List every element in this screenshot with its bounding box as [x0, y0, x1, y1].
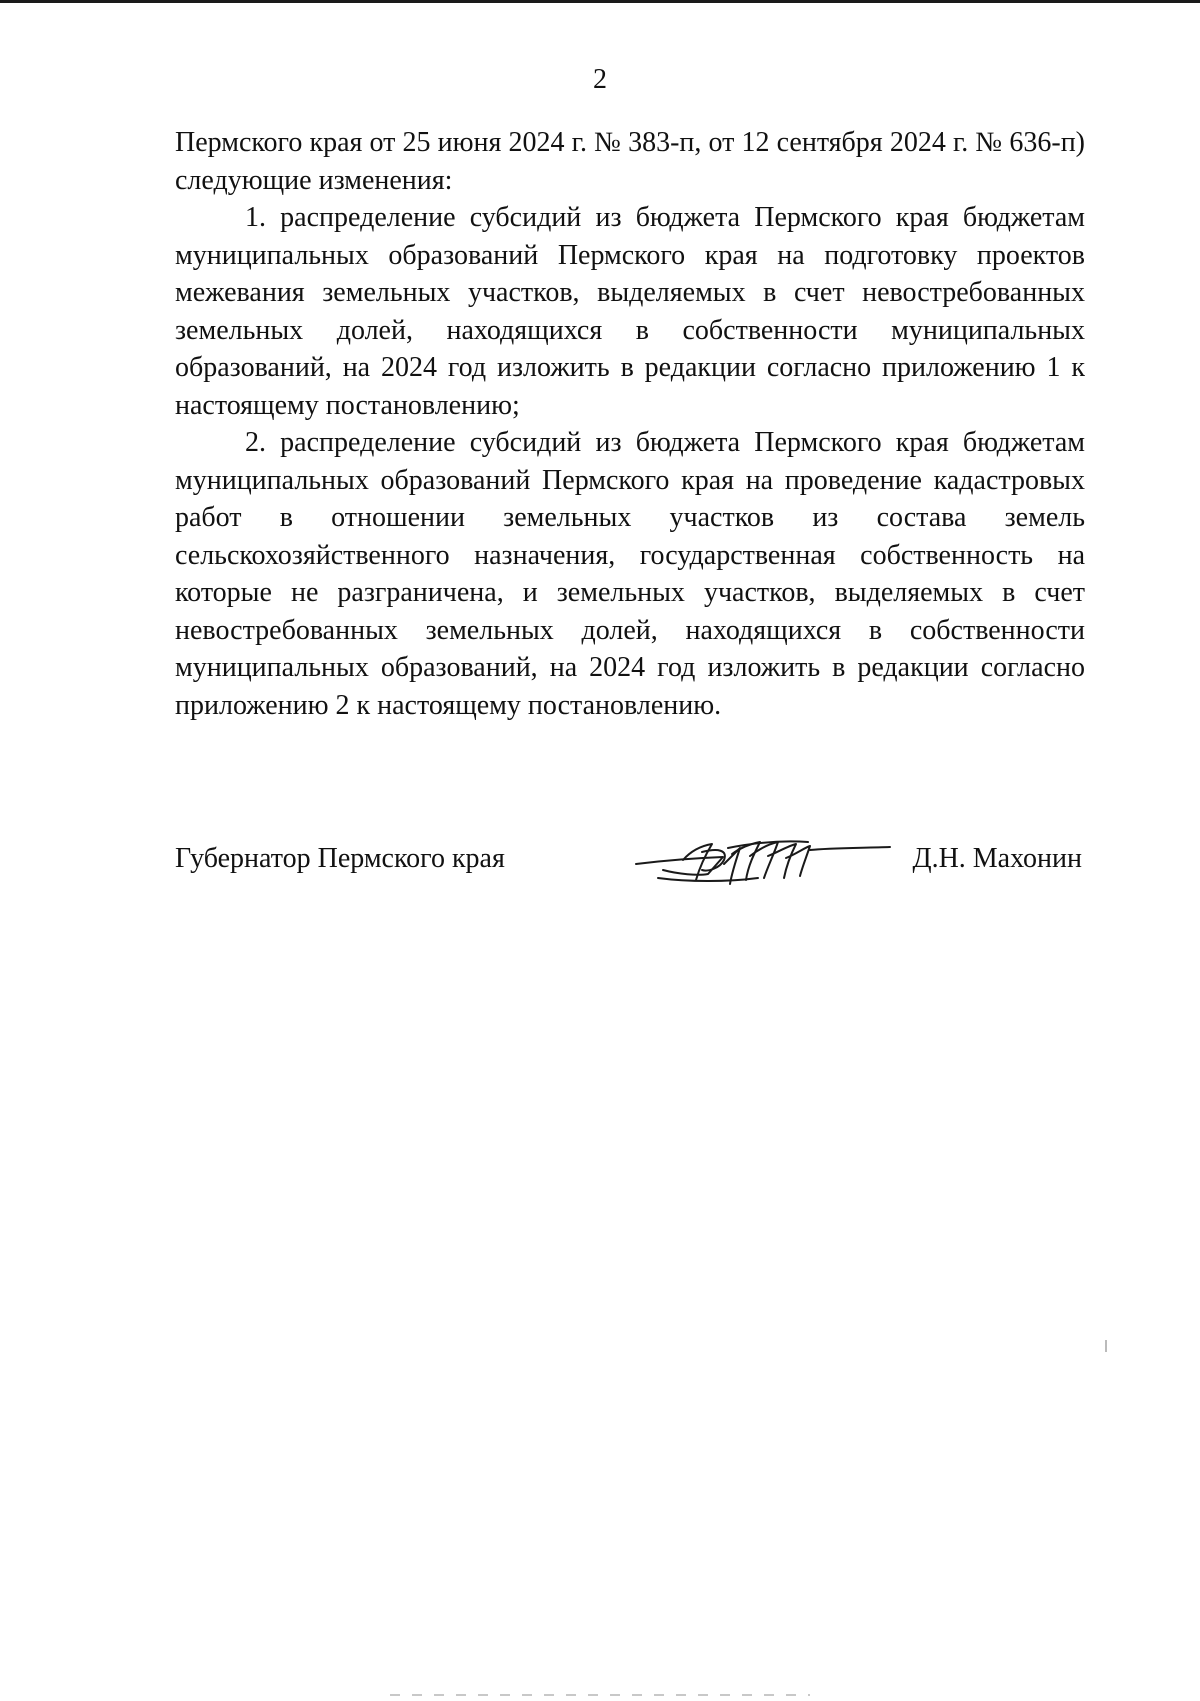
handwritten-signature — [628, 830, 898, 900]
paragraph-item-1: 1. распределение субсидий из бюджета Пермского края бюджетам муниципальных образований Пермского края на подготовку проектов межевания земельных участков, выделяемых в счет невостребованных земельных долей, находящихся в собственности муниципальных образований, на 2024 год изложить в редакции согласно приложению 1 к настоящему постановлению; — [175, 202, 1085, 421]
paragraph-item-2: 2. распределение субсидий из бюджета Пермского края бюджетам муниципальных образований Пермского края на проведение кадастровых работ в отношении земельных участков из состава земель сельскохозяйственного назначения, государственная собственность на которые не разграничена, и земельных участков, выделяемых в счет невостребованных земельных долей, находящихся в собственности муниципальных образований, на 2024 год изложить в редакции согласно приложению 2 к настоящему постановлению. — [175, 427, 1085, 721]
page-top-edge — [0, 0, 1200, 3]
page-number: 2 — [593, 64, 607, 95]
scan-bottom-edge — [390, 1694, 810, 1696]
document-body — [175, 124, 1085, 724]
scan-artifact — [1105, 1340, 1107, 1352]
signatory-name: Д.Н. Махонин — [912, 843, 1082, 874]
paragraph-continuation: Пермского края от 25 июня 2024 г. № 383-п, от 12 сентября 2024 г. № 636-п) следующие изменения: — [175, 127, 1085, 196]
signatory-title: Губернатор Пермского края — [175, 843, 505, 874]
